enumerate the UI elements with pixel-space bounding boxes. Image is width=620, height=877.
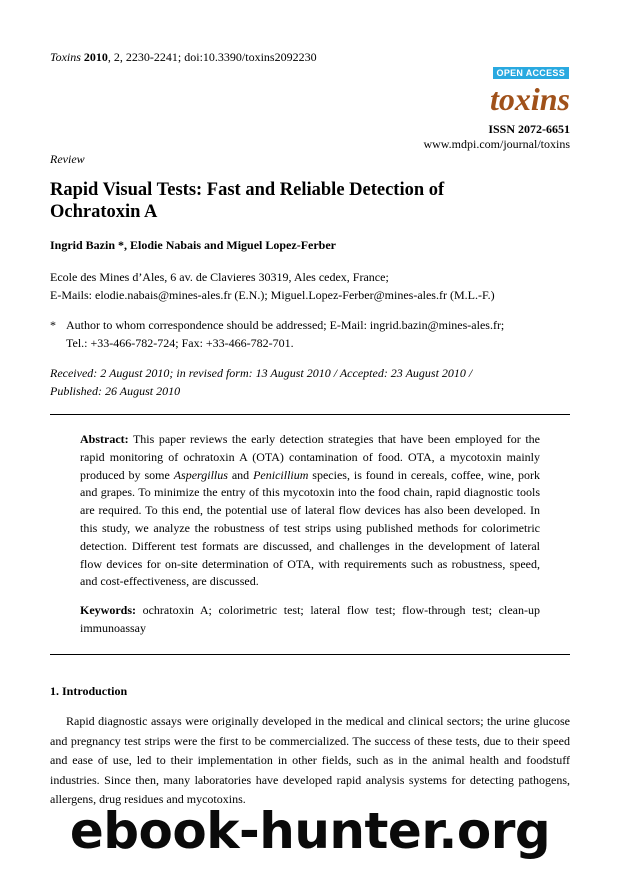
dates-received: Received: 2 August 2010; in revised form: 13 August 2010 / Accepted: 23 August 2010 /	[50, 366, 473, 380]
abstract-text-1: This paper reviews the early detection strategies that have been employed for the rapid monitoring of ochratoxin A (OTA) contamination of food. OTA, a mycotoxin mainly produced by some	[80, 432, 540, 482]
affiliation-emails: E-Mails: elodie.nabais@mines-ales.fr (E.N.); Miguel.Lopez-Ferber@mines-ales.fr (M.L.-F.)	[50, 288, 495, 302]
abstract-genus-2: Penicillium	[253, 467, 309, 482]
citation-line	[50, 50, 317, 65]
abstract	[80, 431, 540, 591]
divider-bottom	[50, 654, 570, 655]
journal-url[interactable]: www.mdpi.com/journal/toxins	[423, 137, 570, 151]
intro-paragraph: Rapid diagnostic assays were originally developed in the medical and clinical sectors; the urine glucose and pregnancy test strips were the first to be commercialized. The success of these tests, due to their speed and ease of use, led to their implementation in other fields, such as in the animal health and foodstuff industries. Since then, many laboratories have developed rapid analysis systems for detecting pathogens, allergens, drug residues and mycotoxins.	[50, 714, 570, 806]
keywords-label: Keywords:	[80, 603, 136, 617]
article-title: Rapid Visual Tests: Fast and Reliable Detection of Ochratoxin A	[50, 180, 445, 222]
open-access-badge: OPEN ACCESS	[493, 67, 569, 79]
issn: ISSN 2072-6651	[488, 122, 570, 136]
citation-rest: , 2, 2230-2241; doi:10.3390/toxins2092230	[107, 50, 317, 64]
keywords-text: ochratoxin A; colorimetric test; lateral flow test; flow-through test; clean-up immunoassay	[80, 603, 540, 635]
abstract-text-3: species, is found in cereals, coffee, wine, pork and grapes. To minimize the entry of this mycotoxin into the food chain, rapid diagnostic tools are required. To this end, the potential use of lateral flow devices has also been developed. In this study, we analyze the robustness of test strips using published methods for colorimetric detection. Different test formats are discussed, and challenges in the development of lateral flow devices for on-site determination of OTA, with requirements such as robustness, speed, and cost-effectiveness, are discussed.	[80, 467, 541, 589]
abstract-text-2: and	[227, 467, 254, 482]
publication-dates	[50, 364, 570, 400]
affiliation	[50, 268, 495, 304]
corr-line-phone: Tel.: +33-466-782-724; Fax: +33-466-782-701.	[66, 336, 294, 350]
corr-asterisk: *	[50, 318, 56, 332]
corr-line-email: Author to whom correspondence should be addressed; E-Mail: ingrid.bazin@mines-ales.fr;	[66, 318, 505, 332]
keywords	[80, 602, 540, 638]
citation-journal: Toxins	[50, 50, 81, 64]
watermark: ebook-hunter.org	[69, 802, 551, 860]
dates-published: Published: 26 August 2010	[50, 384, 181, 398]
abstract-label: Abstract:	[80, 432, 129, 446]
affiliation-address: Ecole des Mines d’Ales, 6 av. de Clavieres 30319, Ales cedex, France;	[50, 270, 389, 284]
journal-logo: toxins	[489, 81, 570, 117]
article-type: Review	[50, 152, 85, 166]
citation-year: 2010	[83, 50, 108, 64]
authors: Ingrid Bazin *, Elodie Nabais and Miguel Lopez-Ferber	[50, 238, 337, 252]
divider-top	[50, 414, 570, 415]
section-heading: 1. Introduction	[50, 684, 128, 698]
abstract-genus-1: Aspergillus	[173, 467, 228, 482]
